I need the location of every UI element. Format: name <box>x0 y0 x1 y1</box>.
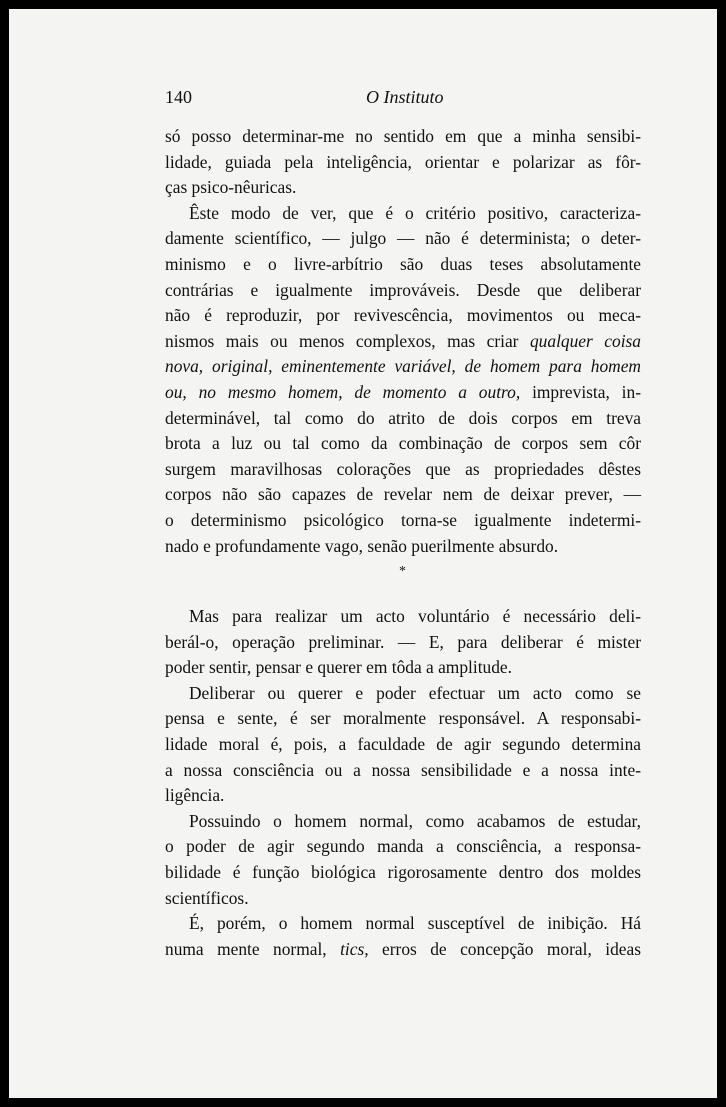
italic-fragment: ou, no mesmo homem, de momento a outro, <box>165 381 521 402</box>
text-line: Êste modo de ver, que é o critério positivo, caracteriza- <box>189 202 641 223</box>
italic-fragment: qualquer coisa <box>529 330 641 351</box>
text-line: poder sentir, pensar e querer em tôda a amplitude. <box>165 657 512 678</box>
text-fragment: numa mente normal, <box>165 938 327 959</box>
text-line: Possuindo o homem normal, como acabamos de estudar, <box>189 810 641 831</box>
text-line: É, porém, o homem normal susceptível de inibição. Há <box>189 913 641 934</box>
text-fragment: erros de concepção moral, ideas <box>382 938 641 959</box>
text-line: berál-o, operação preliminar. — E, para deliberar é mister <box>165 631 641 652</box>
text-line: brota a luz ou tal como da combinação de corpos sem côr <box>165 433 641 454</box>
text-line: Mas para realizar um acto voluntário é necessário deli- <box>189 606 641 626</box>
body-text-section-2 <box>165 604 641 962</box>
text-line: damente scientífico, — julgo — não é determinista; o deter- <box>165 228 641 249</box>
italic-fragment: tics, <box>340 938 369 959</box>
text-line-mixed <box>165 380 641 406</box>
text-line: contrárias e igualmente improváveis. Desde que deliberar <box>165 279 641 300</box>
text-fragment: nismos mais ou menos complexos, mas criar <box>165 330 519 351</box>
text-line: lidade moral é, pois, a faculdade de agir segundo determina <box>165 733 641 754</box>
text-line: minismo e o livre-arbítrio são duas teses absolutamente <box>165 253 641 274</box>
text-line: lidade, guiada pela inteligência, orientar e polarizar as fôr- <box>165 151 641 172</box>
italic-fragment: nova, original, eminentemente variável, de homem para homem <box>165 356 641 377</box>
text-line-mixed <box>165 329 641 355</box>
text-line: só posso determinar-me no sentido em que a minha sensibi- <box>165 126 641 146</box>
text-line: nado e profundamente vago, senão puerilmente absurdo. <box>165 535 559 556</box>
page-number: 140 <box>165 87 192 107</box>
text-line-italic <box>165 354 641 380</box>
text-line: bilidade é função biológica rigorosamente dentro dos moldes <box>165 861 641 882</box>
text-line: surgem maravilhosas colorações que as propriedades dêstes <box>165 458 641 479</box>
book-page <box>9 9 717 1098</box>
running-title: O Instituto <box>366 87 444 107</box>
text-line: corpos não são capazes de revelar nem de deixar prever, — <box>165 484 641 505</box>
text-line: determinável, tal como do atrito de dois corpos em treva <box>165 407 641 428</box>
text-line: não é reproduzir, por revivescência, movimentos ou meca- <box>165 305 641 326</box>
text-line: o poder de agir segundo manda a consciência, a responsa- <box>165 836 641 857</box>
text-line: ligência. <box>165 785 225 806</box>
text-line: ças psico-nêuricas. <box>165 177 297 198</box>
text-line: a nossa consciência ou a nossa sensibilidade e a nossa inte- <box>165 759 641 780</box>
body-text-section-1 <box>165 124 641 559</box>
text-line: o determinismo psicológico torna-se igualmente indetermi- <box>165 509 641 530</box>
text-line: pensa e sente, é ser moralmente responsável. A responsabi- <box>165 708 641 729</box>
text-line-mixed <box>165 937 641 963</box>
text-fragment: imprevista, in- <box>532 381 641 402</box>
page-header <box>165 87 641 109</box>
text-line: scientíficos. <box>165 887 249 908</box>
section-divider-asterisk: * <box>399 564 406 579</box>
text-line: Deliberar ou querer e poder efectuar um acto como se <box>189 682 641 703</box>
